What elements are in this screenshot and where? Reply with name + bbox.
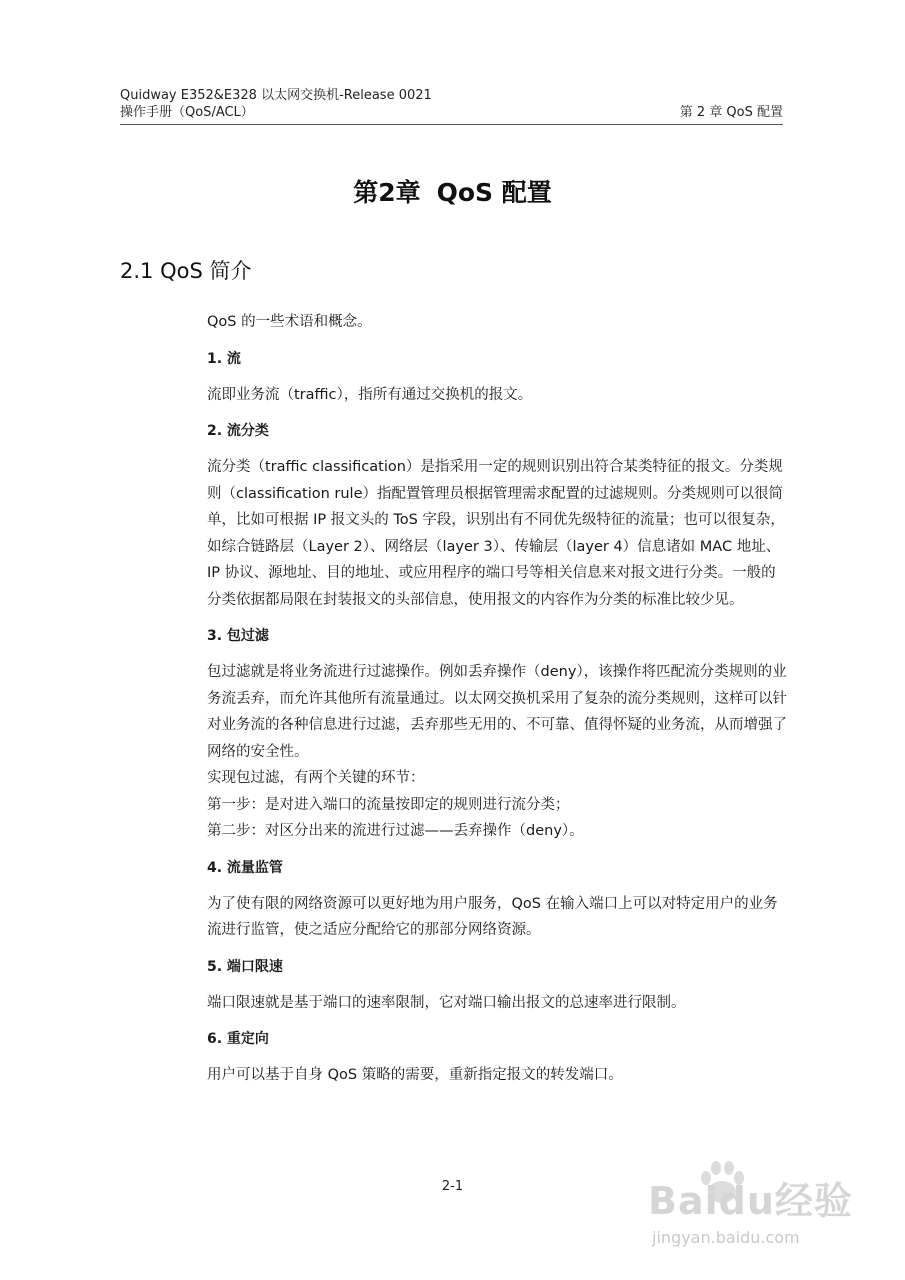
item-paragraph: 端口限速就是基于端口的速率限制，它对端口输出报文的总速率进行限制。 (207, 994, 686, 1011)
item-title-redirect: 6. 重定向 (207, 1031, 269, 1047)
watermark-url: jingyan.baidu.com (652, 1228, 800, 1247)
item-paragraph: 流分类（traffic classification）是指采用一定的规则识别出符合某类特征的报文。分类规则（classification rule）指配置管理员根据管理需求配置的过滤规则。分类规则可以很简单，比如可根据 IP 报文头的 ToS 字段，识别出有不同优先级特征的流量；也可以很复杂，如综合链路层（Layer 2）、网络层（layer 3）、传输层（layer 4）信息诸如 MAC 地址、IP 协议、源地址、目的地址、或应用程序的端口号等相关信息来对报文进行分类。一般的分类依据都局限在封装报文的头部信息，使用报文的内容作为分类的标准比较少见。 (207, 459, 785, 608)
item-title-classification: 2. 流分类 (207, 423, 269, 439)
header-product-line: Quidway E352&E328 以太网交换机-Release 0021 (120, 88, 432, 103)
item-paragraph: 实现包过滤，有两个关键的环节： (207, 770, 425, 786)
intro-text: QoS 的一些术语和概念。 (207, 314, 372, 330)
item-paragraph: 用户可以基于自身 QoS 策略的需要，重新指定报文的转发端口。 (207, 1067, 623, 1083)
item-paragraph: 为了使有限的网络资源可以更好地为用户服务，QoS 在输入端口上可以对特定用户的业务流进行监管，使之适应分配给它的那部分网络资源。 (207, 895, 778, 938)
baidu-watermark (640, 1150, 870, 1270)
header-manual-name: 操作手册（QoS/ACL） (120, 105, 254, 120)
header-second-line (120, 104, 783, 121)
item-paragraph: 第二步：对区分出来的流进行过滤——丢弃操作（deny）。 (207, 823, 584, 839)
item-title-flow: 1. 流 (207, 350, 241, 367)
chapter-name: QoS 配置 (436, 178, 552, 207)
section-title: 2.1 QoS 简介 (120, 259, 252, 283)
header-chapter-ref: 第 2 章 QoS 配置 (679, 105, 783, 120)
page-number: 2-1 (441, 1179, 464, 1194)
item-paragraph: 流即业务流（traffic），指所有通过交换机的报文。 (207, 386, 533, 403)
header-divider (120, 124, 783, 125)
item-title-port-rate-limit: 5. 端口限速 (207, 958, 283, 975)
item-title-packet-filter: 3. 包过滤 (207, 628, 269, 644)
item-title-traffic-policing: 4. 流量监管 (207, 859, 283, 876)
watermark-logo-text: Baidu经验 (648, 1179, 853, 1223)
item-paragraph: 第一步：是对进入端口的流量按即定的规则进行流分类； (207, 796, 570, 813)
item-paragraph: 包过滤就是将业务流进行过滤操作。例如丢弃操作（deny），该操作将匹配流分类规则的业务流丢弃，而允许其他所有流量通过。以太网交换机采用了复杂的流分类规则，这样可以针对业务流的各种信息进行过滤，丢弃那些无用的、不可靠、值得怀疑的业务流，从而增强了网络的安全性。 (207, 664, 787, 760)
body-content (207, 309, 787, 1089)
chapter-number: 第2章 (353, 178, 421, 207)
chapter-title (0, 176, 905, 210)
